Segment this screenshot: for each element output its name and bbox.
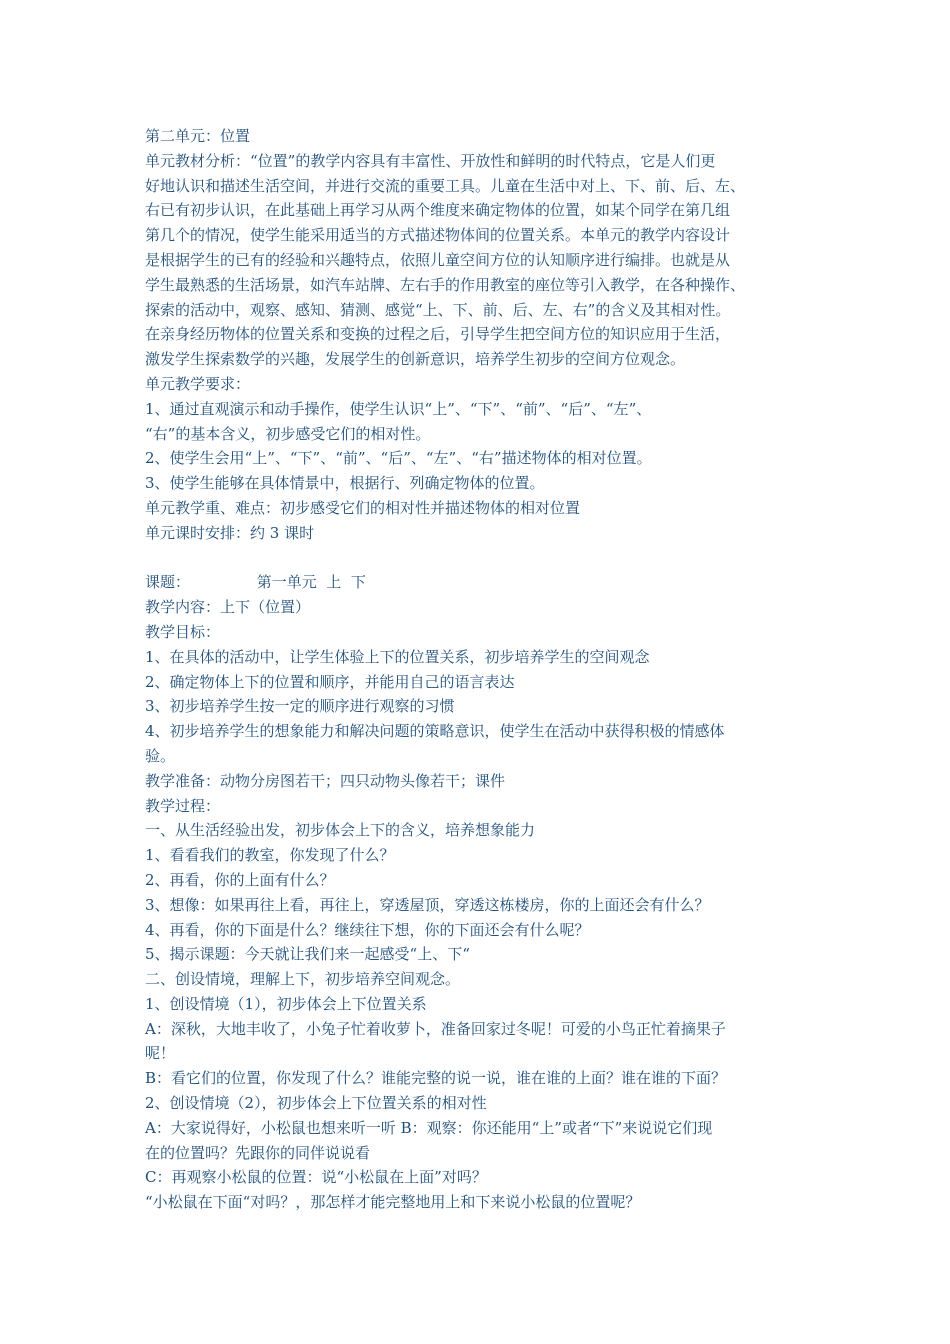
process-line: 在的位置吗？先跟你的同伴说说看 <box>145 1143 371 1162</box>
process-line: B：看它们的位置，你发现了什么？谁能完整的说一说，谁在谁的上面？谁在谁的下面？ <box>145 1069 727 1088</box>
key-points: 单元教学重、难点：初步感受它们的相对性并描述物体的相对位置 <box>145 498 581 517</box>
process-line: 1、创设情境（1），初步体会上下位置关系 <box>145 994 427 1013</box>
blank-line <box>145 546 825 571</box>
process-line: “小松鼠在下面“对吗？，那怎样才能完整地用上和下来说小松鼠的位置呢？ <box>145 1193 641 1212</box>
goal-line: 2、确定物体上下的位置和顺序，并能用自己的语言表达 <box>145 672 515 691</box>
goal-line: 4、初步培养学生的想象能力和解决问题的策略意识，使学生在活动中获得积极的情感体 <box>145 722 725 741</box>
requirement-line: 1、通过直观演示和动手操作，使学生认识“上”、“下”、“前”、“后”、“左”、 <box>145 399 652 418</box>
requirement-line: 2、使学生会用“上”、“下”、“前”、“后”、“左”、“右”描述物体的相对位置。 <box>145 449 652 468</box>
analysis-line: 激发学生探索数学的兴趣，发展学生的创新意识，培养学生初步的空间方位观念。 <box>145 350 686 369</box>
analysis-line: 好地认识和描述生活空间，并进行交流的重要工具。儿童在生活中对上、下、前、后、左、 <box>145 176 746 195</box>
process-line: 呢！ <box>145 1044 176 1063</box>
goal-line: 验。 <box>145 746 176 765</box>
analysis-line: 单元教材分析：“位置”的教学内容具有丰富性、开放性和鲜明的时代特点，它是人们更 <box>145 151 716 170</box>
requirement-line: 3、使学生能够在具体情景中，根据行、列确定物体的位置。 <box>145 474 545 493</box>
process-line: 5、揭示课题：今天就让我们来一起感受“上、下“ <box>145 945 470 964</box>
process-line: C：再观察小松鼠的位置：说“小松鼠在上面”对吗？ <box>145 1168 487 1187</box>
analysis-line: 探索的活动中，观察、感知、猜测、感觉“上、下、前、后、左、右”的含义及其相对性。 <box>145 300 731 319</box>
lesson-topic: 课题： 第一单元 上 下 <box>145 573 366 592</box>
preparation: 教学准备：动物分房图若干；四只动物头像若干；课件 <box>145 771 506 790</box>
analysis-line: 右已有初步认识，在此基础上再学习从两个维度来确定物体的位置，如某个同学在第几组 <box>145 201 731 220</box>
process-line: 2、再看，你的上面有什么？ <box>145 870 335 889</box>
requirements-heading: 单元教学要求： <box>145 374 251 393</box>
goal-line: 3、初步培养学生按一定的顺序进行观察的习惯 <box>145 697 455 716</box>
process-line: 1、看看我们的教室，你发现了什么？ <box>145 846 395 865</box>
document-page <box>145 124 825 1215</box>
process-line: 2、创设情境（2），初步体会上下位置关系的相对性 <box>145 1094 487 1113</box>
analysis-line: 学生最熟悉的生活场景，如汽车站牌、左右手的作用教室的座位等引入教学，在各种操作、 <box>145 275 746 294</box>
analysis-line: 是根据学生的已有的经验和兴趣特点，依照儿童空间方位的认知顺序进行编排。也就是从 <box>145 250 731 269</box>
lesson-content: 教学内容：上下（位置） <box>145 598 311 617</box>
process-line: 二、创设情境，理解上下，初步培养空间观念。 <box>145 970 461 989</box>
process-line: 一、从生活经验出发，初步体会上下的含义，培养想象能力 <box>145 821 536 840</box>
goals-heading: 教学目标： <box>145 622 221 641</box>
analysis-line: 第几个的情况，使学生能采用适当的方式描述物体间的位置关系。本单元的教学内容设计 <box>145 226 731 245</box>
process-line: 3、想像：如果再往上看，再往上，穿透屋顶，穿透这栋楼房，你的上面还会有什么？ <box>145 895 710 914</box>
process-line: A：深秋，大地丰收了，小兔子忙着收萝卜，准备回家过冬呢！可爱的小鸟正忙着摘果子 <box>145 1019 726 1038</box>
unit-title: 第二单元：位置 <box>145 127 251 145</box>
goal-line: 1、在具体的活动中，让学生体验上下的位置关系，初步培养学生的空间观念 <box>145 647 650 666</box>
process-line: A：大家说得好，小松鼠也想来听一听 B：观察：你还能用“上”或者“下”来说说它们现 <box>145 1118 713 1137</box>
analysis-line: 在亲身经历物体的位置关系和变换的过程之后，引导学生把空间方位的知识应用于生活， <box>145 325 731 344</box>
requirement-line: “右”的基本含义，初步感受它们的相对性。 <box>145 424 431 443</box>
process-line: 4、再看，你的下面是什么？继续往下想，你的下面还会有什么呢？ <box>145 920 590 939</box>
process-heading: 教学过程： <box>145 796 221 815</box>
schedule: 单元课时安排：约 3 课时 <box>145 523 315 542</box>
